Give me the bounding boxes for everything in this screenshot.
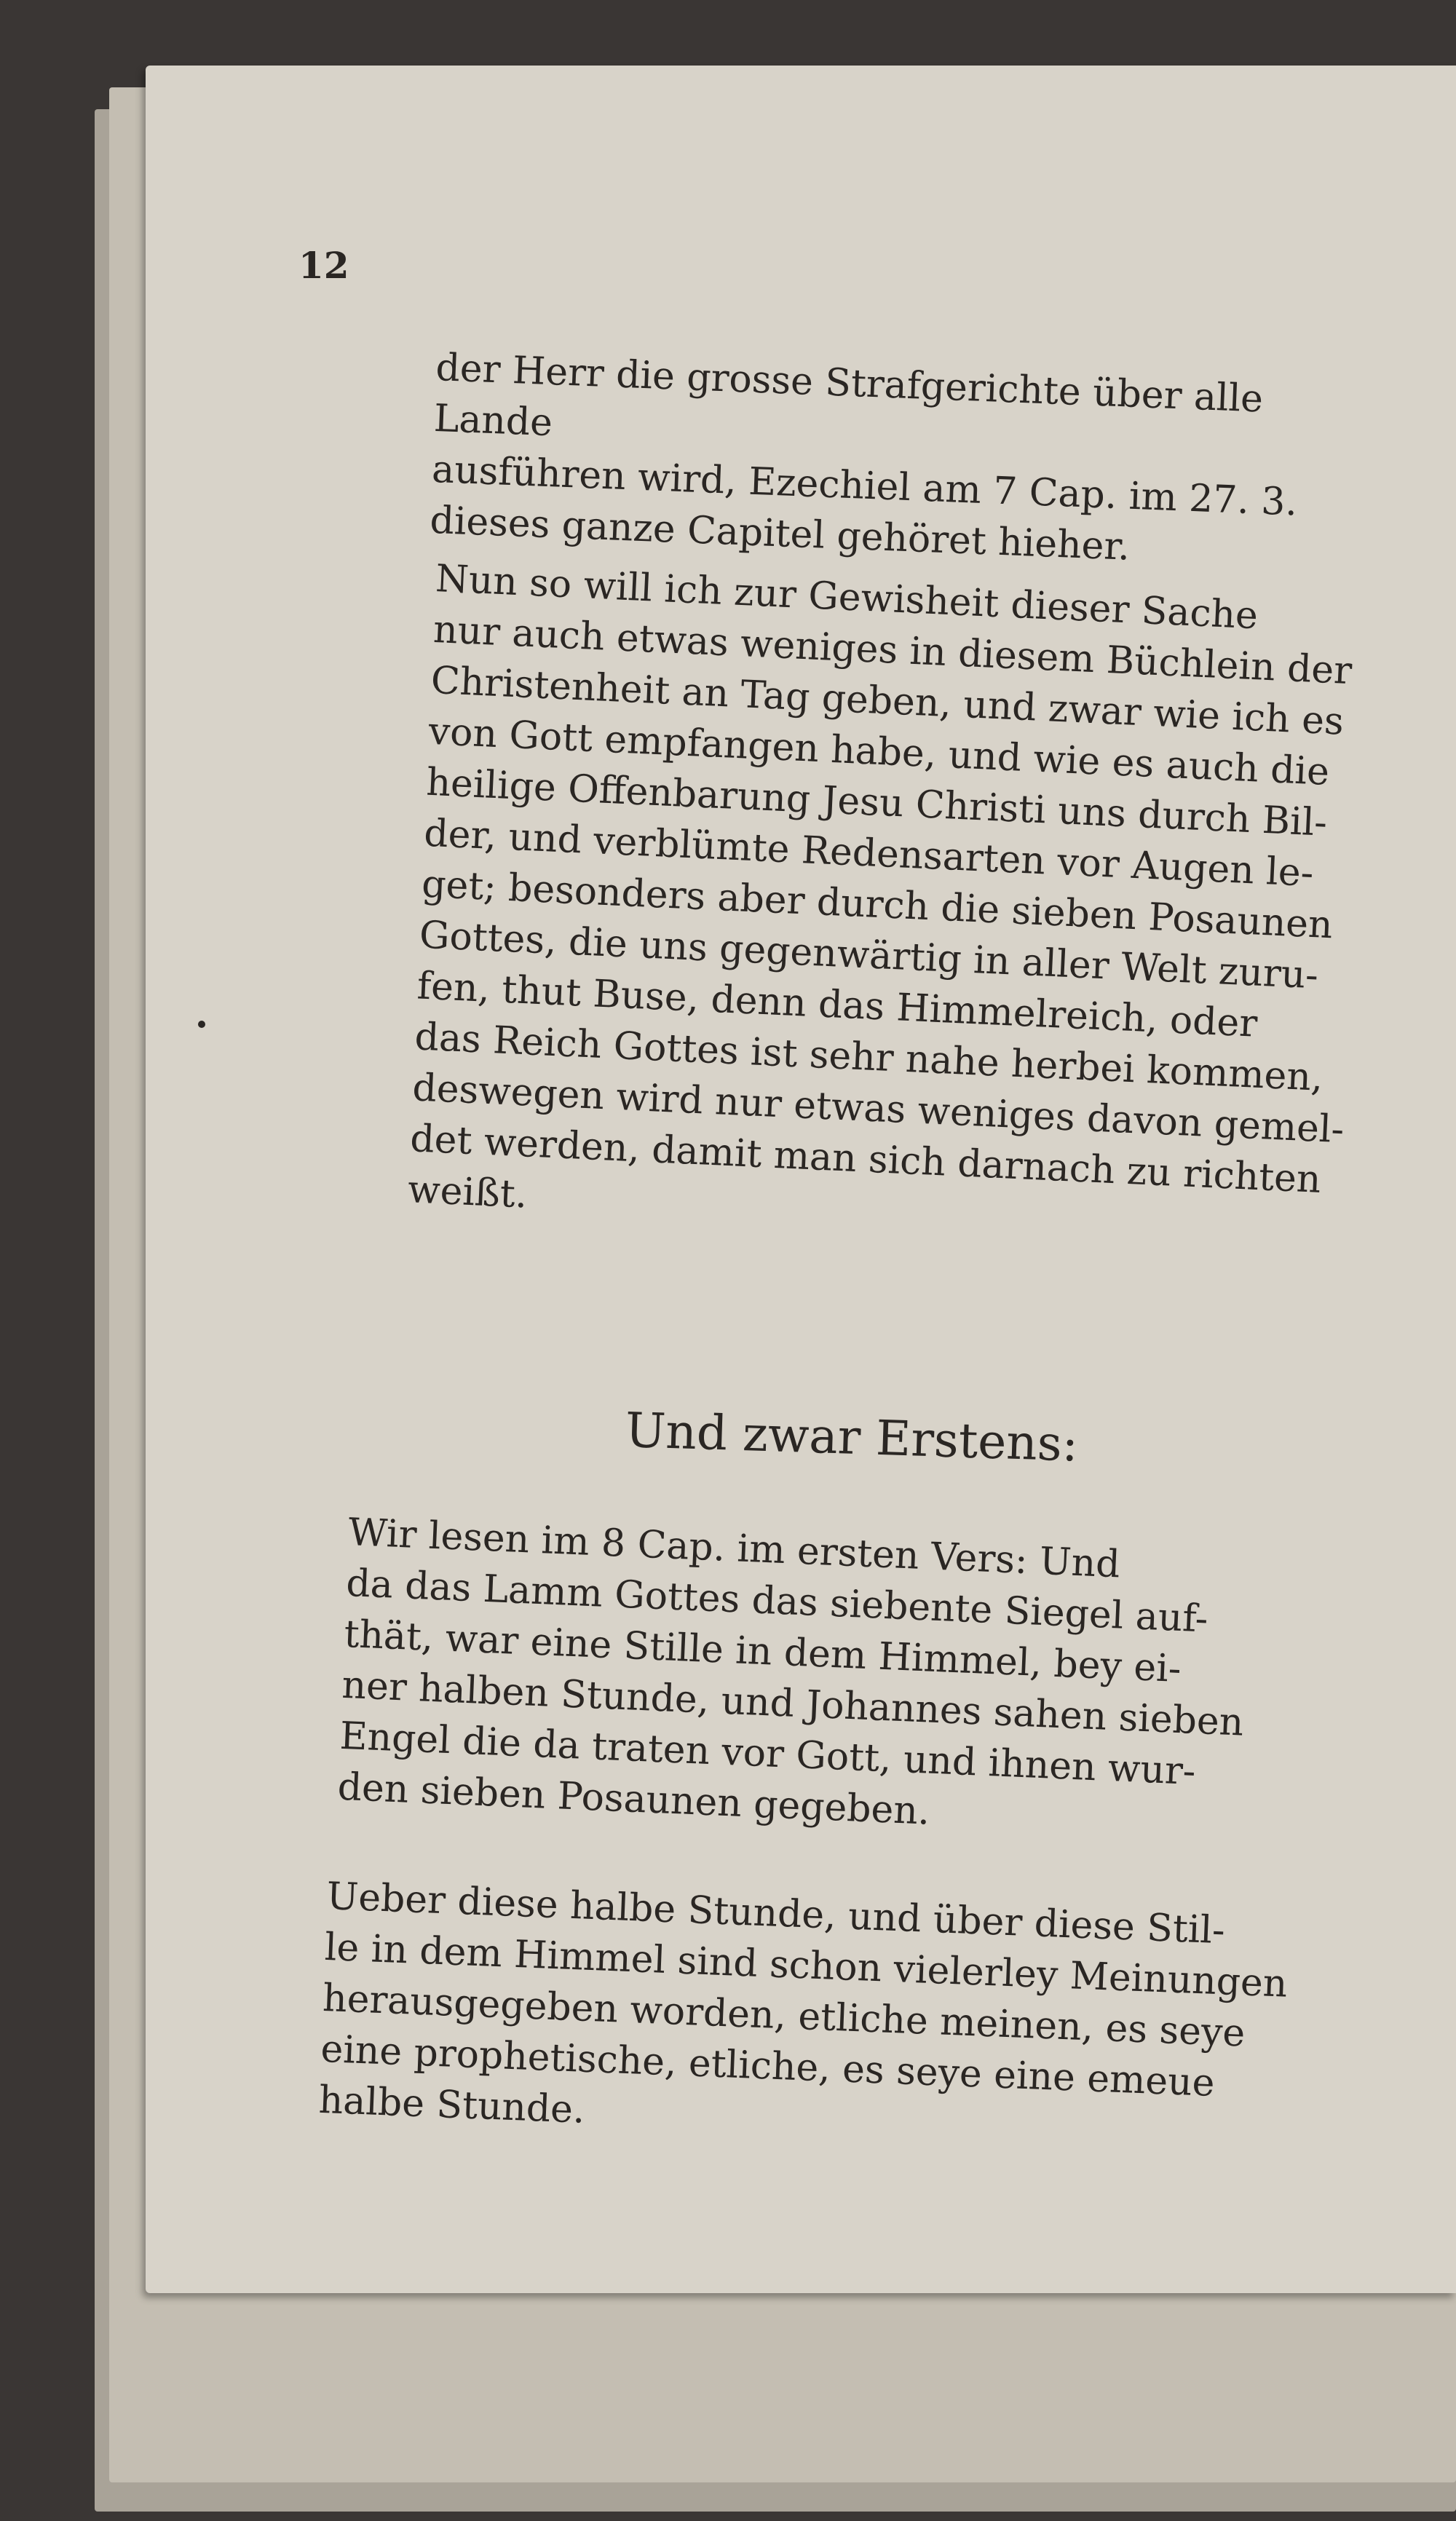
section-heading: Und zwar Erstens: — [624, 1402, 1080, 1473]
paragraph-half-hour: Ueber diese halbe Stunde, und über diese Stil- le in dem Himmel sind schon vielerley Meinungen herausgegeben worden, etliche meinen, es seye eine prophetische, etliche, es seye eine emeue halbe Stunde. — [317, 1874, 1289, 2132]
paragraph-continuation: der Herr die grosse Strafgerichte über alle Lande ausführen wird, Ezechiel am 7 Cap. im 27. 3. dieses ganze Capitel gehöret hieher. — [429, 345, 1299, 569]
paragraph-certainty: Nun so will ich zur Gewisheit dieser Sache nur auch etwas weniges in diesem Büchlein der Christenheit an Tag geben, und zwar wie ich es von Gott empfangen habe, und wie es auch die heilige Offenbarung Jesu Christi uns durch Bil- der, und verblümte Redensarten vor Augen le- get; besonders aber durch die sieben Posaunen Gottes, die uns gegenwärtig in aller Welt zuru- fen, thut Buse, denn das Himmelreich, oder das Reich Gottes ist sehr nahe herbei kommen, deswegen wird nur etwas weniges davon gemel- det werden, damit man sich darnach zu richten weißt. — [406, 556, 1353, 1217]
ink-spot — [198, 1021, 205, 1028]
paragraph-eighth-chapter: Wir lesen im 8 Cap. im ersten Vers: Und da das Lamm Gottes das siebente Siegel auf- thät, war eine Stille in dem Himmel, bey ei- ner halben Stunde, und Johannes sahen sieben Engel die da traten vor Gott, und ihnen wur- den sieben Posaunen gegeben. — [336, 1510, 1245, 1834]
page-number: 12 — [298, 244, 349, 287]
